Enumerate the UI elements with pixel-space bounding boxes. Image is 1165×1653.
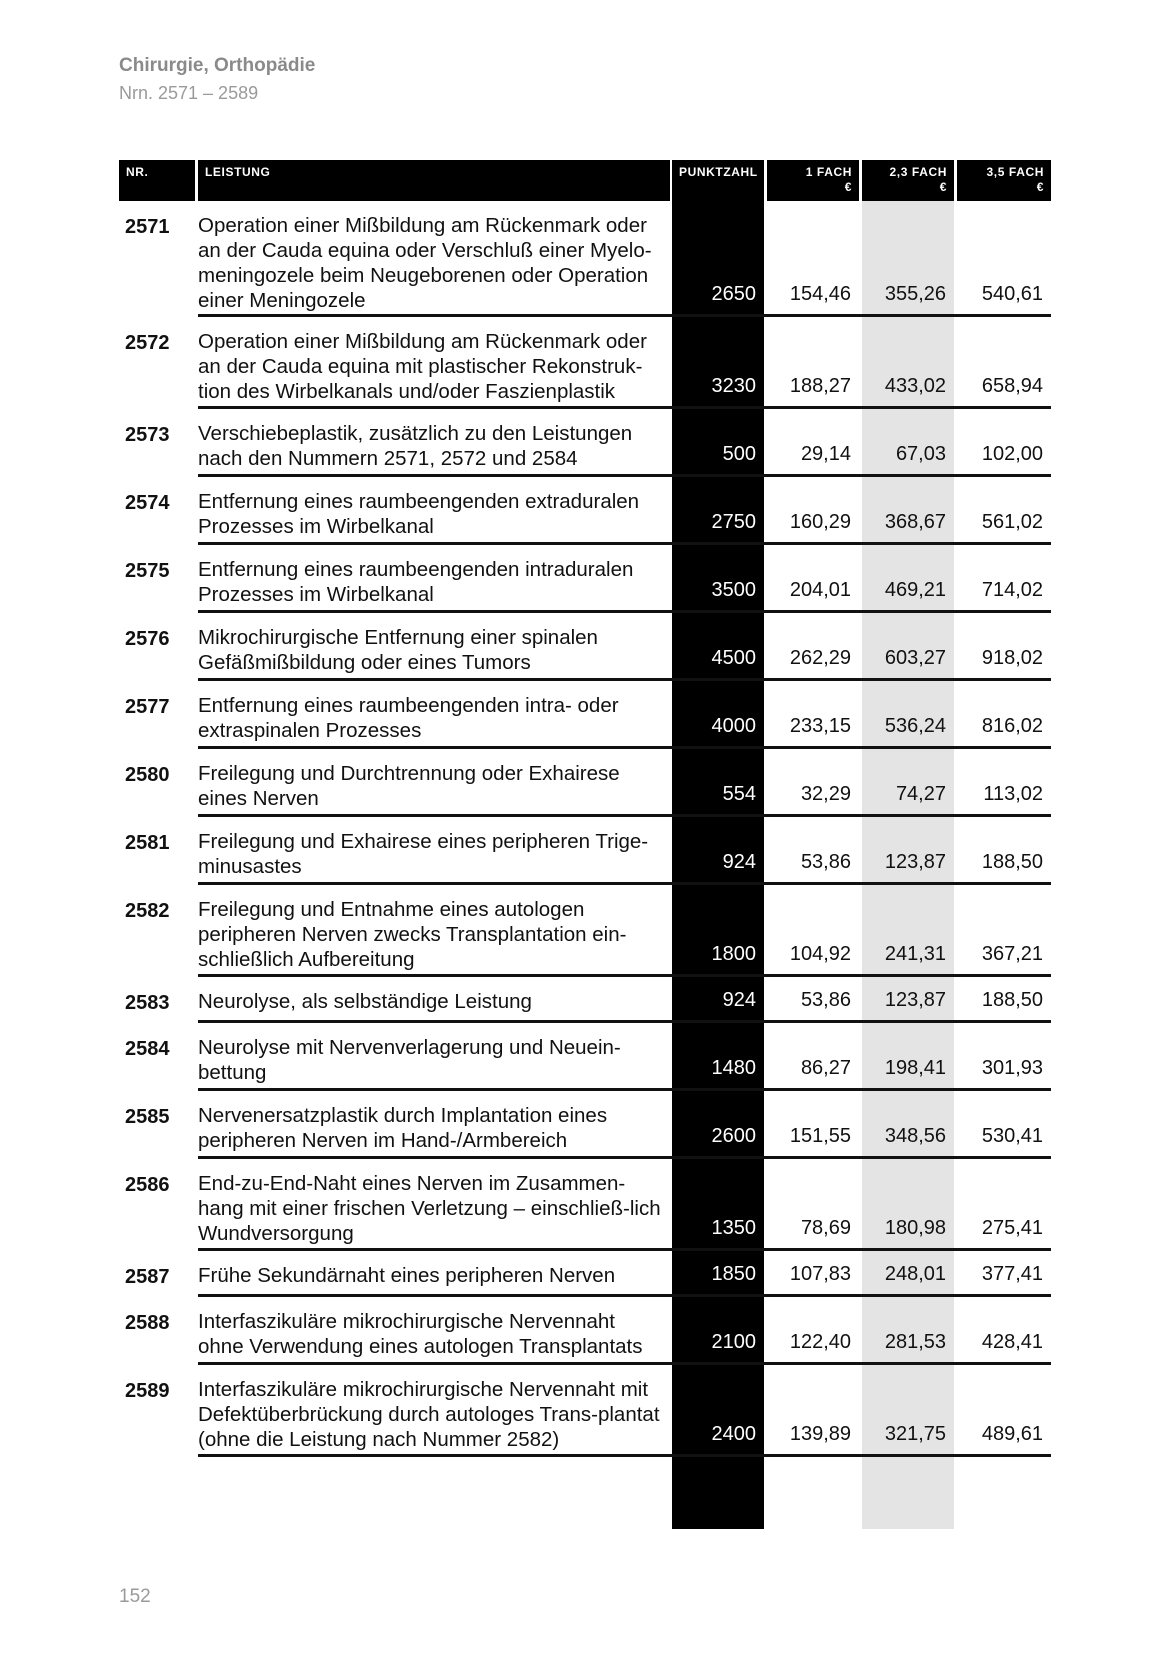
row-fee-2-3-fach: 469,21 <box>884 579 946 601</box>
row-fee-1-fach: 160,29 <box>789 511 851 533</box>
row-number: 2573 <box>125 424 170 446</box>
table-row <box>0 317 1165 409</box>
table-row <box>0 477 1165 545</box>
row-fee-3-5-fach: 816,02 <box>981 715 1043 737</box>
row-fee-3-5-fach: 714,02 <box>981 579 1043 601</box>
row-description: Entfernung eines raumbeengenden extraduralen Prozesses im Wirbelkanal <box>198 490 640 538</box>
row-fee-1-fach: 122,40 <box>789 1331 851 1353</box>
table-header <box>0 160 1165 201</box>
row-number: 2586 <box>125 1174 170 1196</box>
row-number: 2577 <box>125 696 170 718</box>
row-description: Interfaszikuläre mikrochirurgische Nervennaht mit Defektüberbrückung durch autologes Trans-plantat (ohne die Leistung nach Nummer 2582) <box>198 1378 660 1451</box>
row-punktzahl: 4000 <box>711 715 756 737</box>
row-number: 2584 <box>125 1038 170 1060</box>
row-fee-1-fach: 139,89 <box>789 1423 851 1445</box>
row-fee-3-5-fach: 540,61 <box>981 283 1043 305</box>
row-fee-1-fach: 78,69 <box>800 1217 851 1239</box>
row-fee-1-fach: 233,15 <box>789 715 851 737</box>
row-number: 2583 <box>125 992 170 1014</box>
row-fee-1-fach: 107,83 <box>789 1263 851 1285</box>
row-fee-2-3-fach: 536,24 <box>884 715 946 737</box>
table-row <box>0 681 1165 749</box>
row-fee-1-fach: 151,55 <box>789 1125 851 1147</box>
table-body <box>0 201 1165 1531</box>
table-row <box>0 1365 1165 1457</box>
column-header-2-3-fach <box>862 160 954 201</box>
row-fee-2-3-fach: 281,53 <box>884 1331 946 1353</box>
row-number: 2571 <box>125 216 170 238</box>
row-description: Freilegung und Entnahme eines autologen peripheren Nerven zwecks Transplantation ein-schließlich Aufbereitung <box>198 898 627 971</box>
row-fee-2-3-fach: 67,03 <box>895 443 946 465</box>
table-row <box>0 1023 1165 1091</box>
row-fee-2-3-fach: 433,02 <box>884 375 946 397</box>
column-header-nr: NR. <box>119 160 195 201</box>
row-fee-2-3-fach: 603,27 <box>884 647 946 669</box>
row-punktzahl: 2100 <box>711 1331 756 1353</box>
row-punktzahl: 2600 <box>711 1125 756 1147</box>
row-number: 2574 <box>125 492 170 514</box>
row-fee-1-fach: 262,29 <box>789 647 851 669</box>
column-header-2-3-fach-currency: € <box>939 180 947 194</box>
table-row <box>0 1297 1165 1365</box>
column-header-punktzahl: PUNKTZAHL <box>672 160 764 201</box>
row-punktzahl: 4500 <box>711 647 756 669</box>
row-description: Neurolyse, als selbständige Leistung <box>198 990 532 1013</box>
row-fee-2-3-fach: 74,27 <box>895 783 946 805</box>
row-divider <box>198 1454 1051 1457</box>
row-fee-3-5-fach: 275,41 <box>981 1217 1043 1239</box>
row-number: 2581 <box>125 832 170 854</box>
row-punktzahl: 1850 <box>711 1263 756 1285</box>
row-fee-1-fach: 53,86 <box>800 851 851 873</box>
row-fee-2-3-fach: 198,41 <box>884 1057 946 1079</box>
row-fee-3-5-fach: 561,02 <box>981 511 1043 533</box>
row-fee-2-3-fach: 241,31 <box>884 943 946 965</box>
column-header-1-fach <box>767 160 859 201</box>
row-number: 2589 <box>125 1380 170 1402</box>
row-description: Interfaszikuläre mikrochirurgische Nervennaht ohne Verwendung eines autologen Transplantats <box>198 1310 643 1358</box>
row-punktzahl: 554 <box>722 783 756 805</box>
row-description: End-zu-End-Naht eines Nerven im Zusammen-hang mit einer frischen Verletzung – einschließ-lich Wundversorgung <box>198 1172 661 1245</box>
table-row <box>0 545 1165 613</box>
row-fee-3-5-fach: 918,02 <box>981 647 1043 669</box>
row-description: Nervenersatzplastik durch Implantation eines peripheren Nerven im Hand-/Armbereich <box>198 1104 608 1152</box>
row-number: 2580 <box>125 764 170 786</box>
row-fee-3-5-fach: 428,41 <box>981 1331 1043 1353</box>
row-fee-1-fach: 29,14 <box>800 443 851 465</box>
row-number: 2587 <box>125 1266 170 1288</box>
row-description: Entfernung eines raumbeengenden intraduralen Prozesses im Wirbelkanal <box>198 558 634 606</box>
row-fee-2-3-fach: 180,98 <box>884 1217 946 1239</box>
row-fee-2-3-fach: 355,26 <box>884 283 946 305</box>
row-fee-1-fach: 154,46 <box>789 283 851 305</box>
table-row <box>0 201 1165 317</box>
row-punktzahl: 924 <box>722 851 756 873</box>
section-title: Chirurgie, Orthopädie <box>119 55 316 76</box>
row-punktzahl: 1480 <box>711 1057 756 1079</box>
row-description: Frühe Sekundärnaht eines peripheren Nerven <box>198 1264 616 1287</box>
row-punktzahl: 2650 <box>711 283 756 305</box>
row-description: Operation einer Mißbildung am Rückenmark oder an der Cauda equina oder Verschluß einer Myelo-meningozele beim Neugeborenen oder Operation einer Meningozele <box>198 214 652 312</box>
column-header-leistung: LEISTUNG <box>198 160 670 201</box>
row-fee-1-fach: 204,01 <box>789 579 851 601</box>
row-number: 2572 <box>125 332 170 354</box>
row-fee-2-3-fach: 321,75 <box>884 1423 946 1445</box>
row-description: Verschiebeplastik, zusätzlich zu den Leistungen nach den Nummern 2571, 2572 und 2584 <box>198 422 633 470</box>
row-fee-2-3-fach: 123,87 <box>884 851 946 873</box>
row-fee-3-5-fach: 367,21 <box>981 943 1043 965</box>
column-header-1-fach-label: 1 FACH <box>805 165 852 179</box>
table-row <box>0 977 1165 1023</box>
row-number: 2576 <box>125 628 170 650</box>
row-fee-2-3-fach: 348,56 <box>884 1125 946 1147</box>
row-description: Operation einer Mißbildung am Rückenmark oder an der Cauda equina mit plastischer Rekonstruk-tion des Wirbelkanals und/oder Faszienplastik <box>198 330 647 403</box>
table-row <box>0 1159 1165 1251</box>
table-row <box>0 817 1165 885</box>
page-number: 152 <box>119 1586 151 1607</box>
row-punktzahl: 2750 <box>711 511 756 533</box>
row-fee-1-fach: 53,86 <box>800 989 851 1011</box>
row-punktzahl: 1350 <box>711 1217 756 1239</box>
row-punktzahl: 924 <box>722 989 756 1011</box>
row-fee-3-5-fach: 658,94 <box>981 375 1043 397</box>
row-fee-3-5-fach: 377,41 <box>981 1263 1043 1285</box>
row-description: Freilegung und Exhairese eines peripheren Trige-minusastes <box>198 830 649 878</box>
row-punktzahl: 3230 <box>711 375 756 397</box>
row-punktzahl: 3500 <box>711 579 756 601</box>
row-fee-1-fach: 104,92 <box>789 943 851 965</box>
table-row <box>0 1091 1165 1159</box>
row-number: 2588 <box>125 1312 170 1334</box>
row-fee-3-5-fach: 301,93 <box>981 1057 1043 1079</box>
row-number: 2585 <box>125 1106 170 1128</box>
table-row <box>0 409 1165 477</box>
row-punktzahl: 500 <box>722 443 756 465</box>
page-header <box>119 52 315 106</box>
row-fee-1-fach: 32,29 <box>800 783 851 805</box>
row-fee-3-5-fach: 113,02 <box>983 783 1043 805</box>
row-description: Neurolyse mit Nervenverlagerung und Neuein-bettung <box>198 1036 621 1084</box>
row-number: 2582 <box>125 900 170 922</box>
section-subtitle: Nrn. 2571 – 2589 <box>119 83 259 103</box>
row-fee-3-5-fach: 530,41 <box>981 1125 1043 1147</box>
row-fee-2-3-fach: 123,87 <box>884 989 946 1011</box>
row-description: Mikrochirurgische Entfernung einer spinalen Gefäßmißbildung oder eines Tumors <box>198 626 598 674</box>
row-fee-3-5-fach: 489,61 <box>981 1423 1043 1445</box>
row-fee-2-3-fach: 368,67 <box>884 511 946 533</box>
column-header-3-5-fach-label: 3,5 FACH <box>986 165 1044 179</box>
table-row <box>0 885 1165 977</box>
row-fee-3-5-fach: 188,50 <box>981 989 1043 1011</box>
column-header-3-5-fach <box>957 160 1051 201</box>
row-punktzahl: 1800 <box>711 943 756 965</box>
row-fee-1-fach: 86,27 <box>800 1057 851 1079</box>
row-fee-3-5-fach: 102,00 <box>981 443 1043 465</box>
row-description: Entfernung eines raumbeengenden intra- oder extraspinalen Prozesses <box>198 694 619 742</box>
row-number: 2575 <box>125 560 170 582</box>
table-row <box>0 749 1165 817</box>
row-fee-2-3-fach: 248,01 <box>884 1263 946 1285</box>
column-header-2-3-fach-label: 2,3 FACH <box>889 165 947 179</box>
column-header-3-5-fach-currency: € <box>1036 180 1044 194</box>
row-fee-3-5-fach: 188,50 <box>981 851 1043 873</box>
row-fee-1-fach: 188,27 <box>789 375 851 397</box>
table-row <box>0 1251 1165 1297</box>
column-header-1-fach-currency: € <box>844 180 852 194</box>
table-row <box>0 613 1165 681</box>
row-punktzahl: 2400 <box>711 1423 756 1445</box>
row-description: Freilegung und Durchtrennung oder Exhairese eines Nerven <box>198 762 620 810</box>
